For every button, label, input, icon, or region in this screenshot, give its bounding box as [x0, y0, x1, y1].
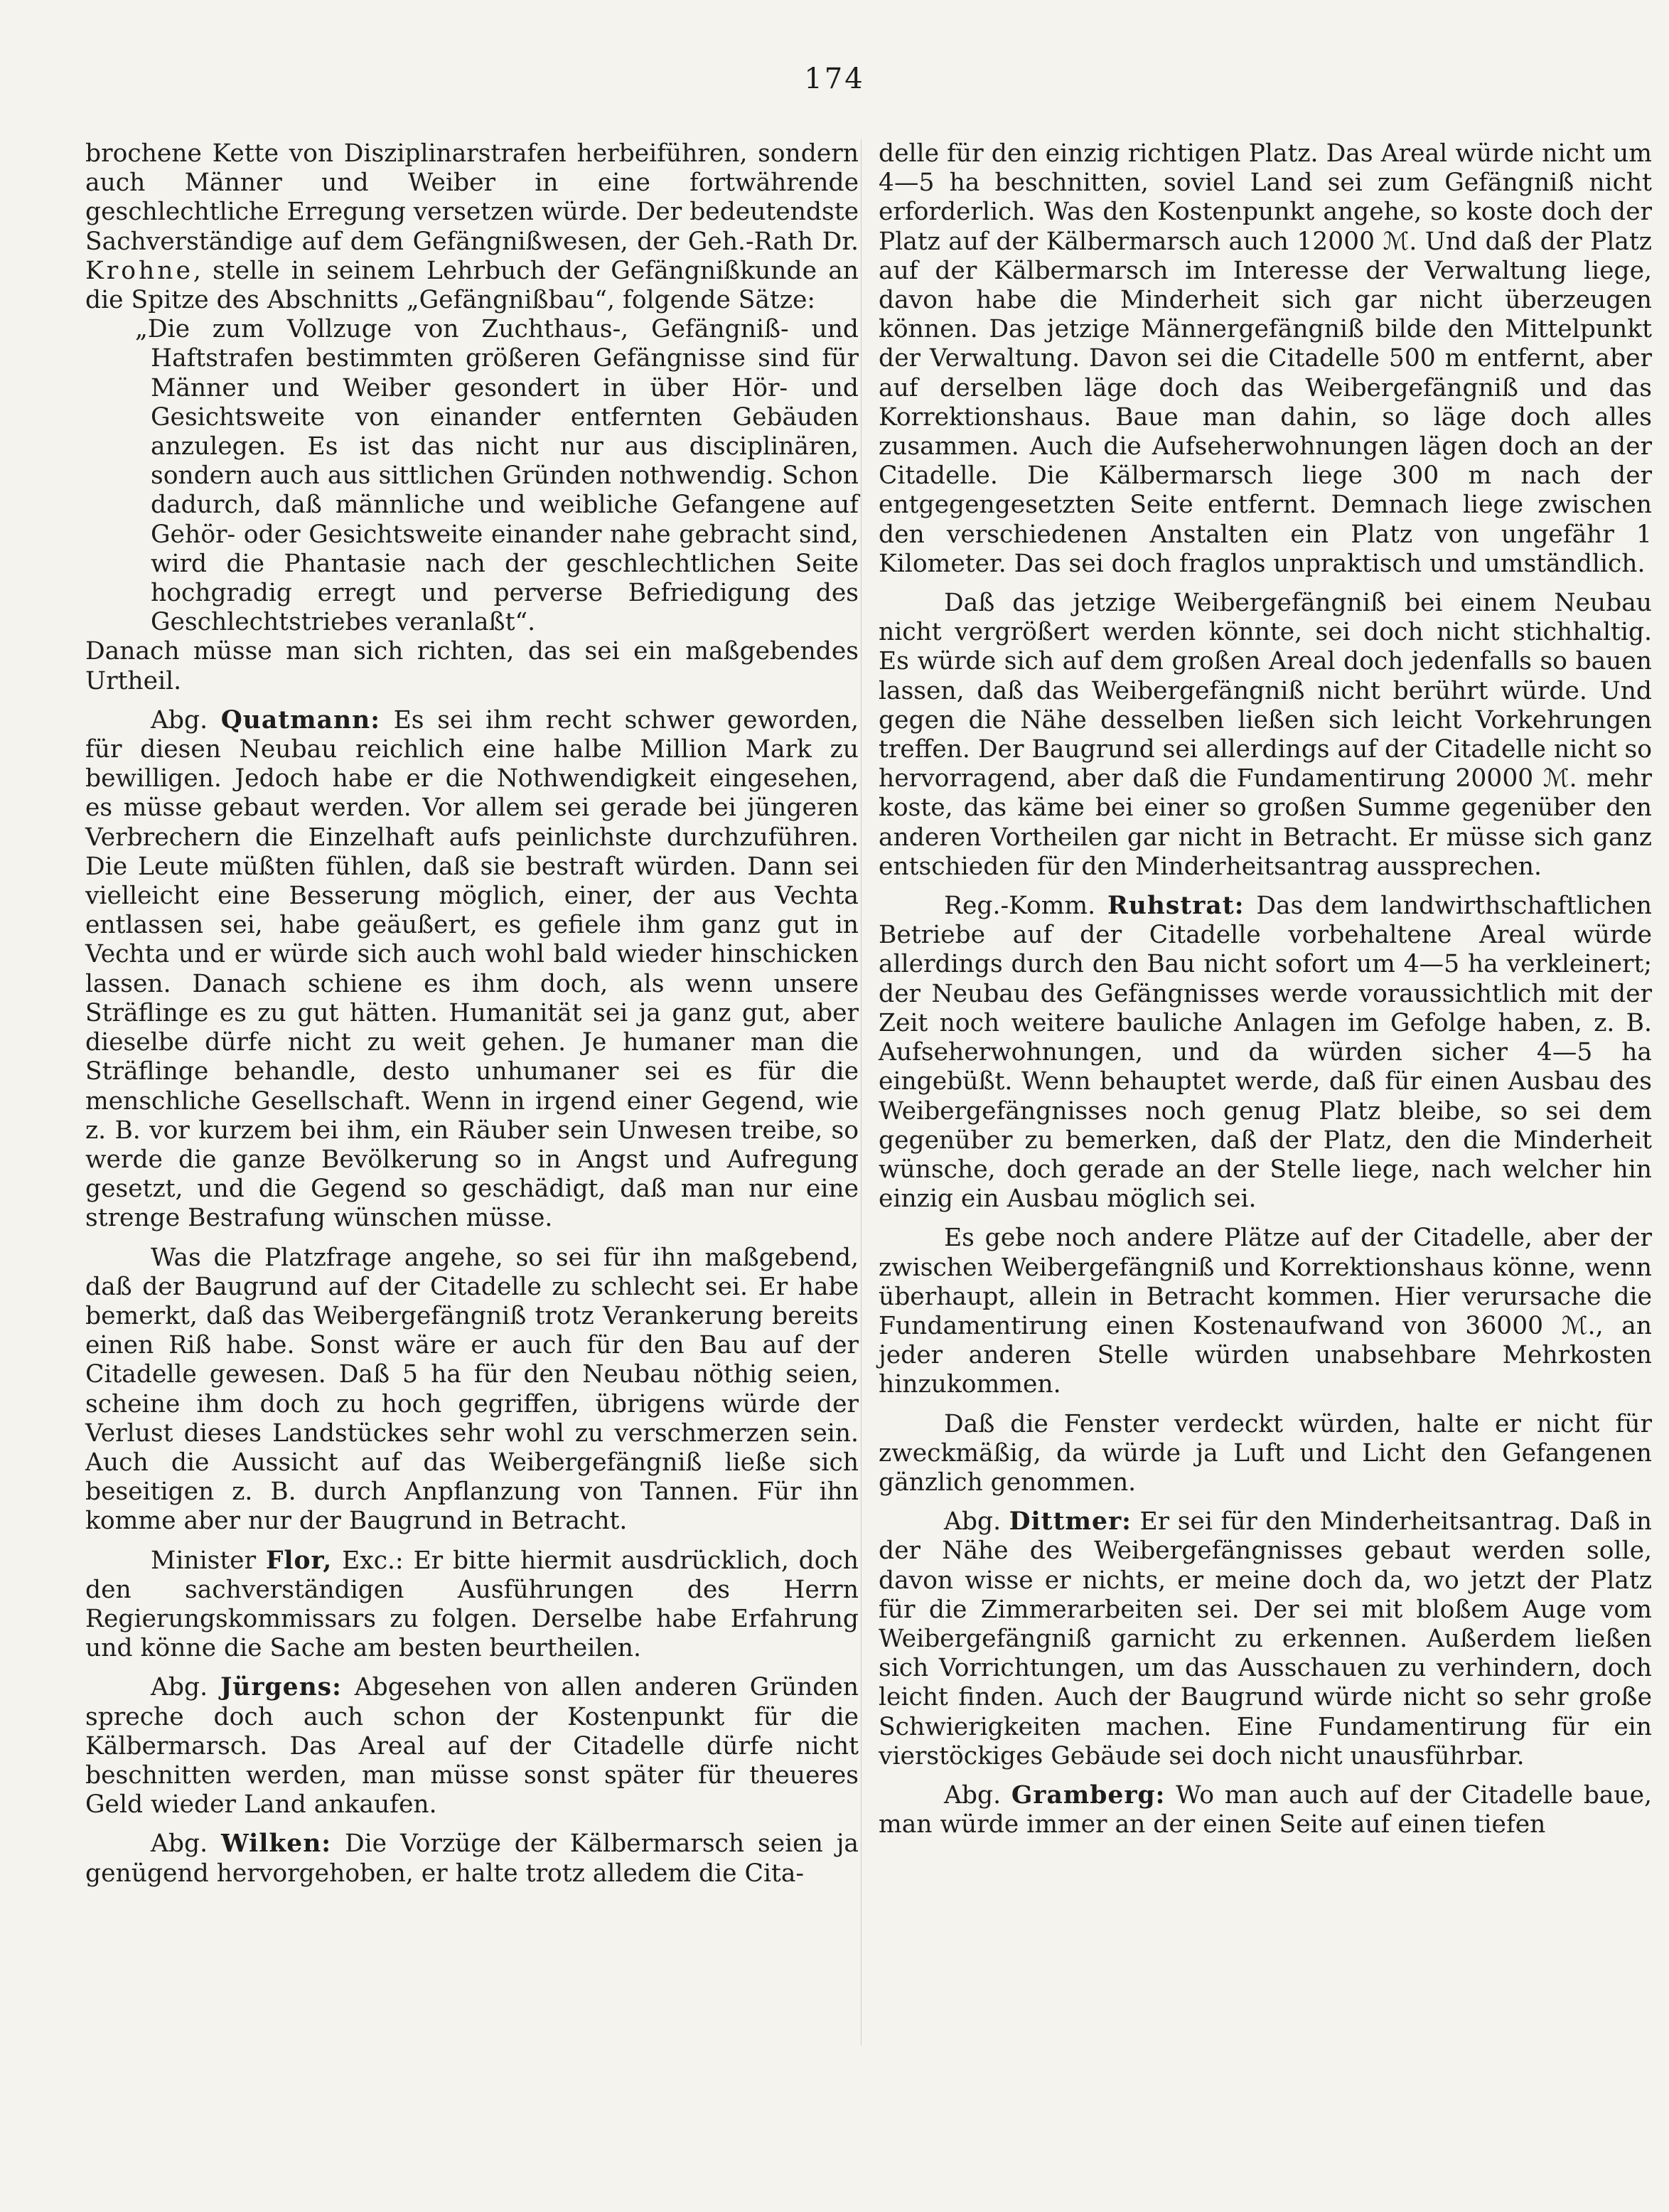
speech-juergens: [85, 1673, 859, 1820]
speaker-name: Flor,: [265, 1546, 333, 1575]
speech-ruhstrat: [879, 892, 1652, 1214]
speaker-name: Quatmann:: [220, 705, 380, 734]
speaker-name: Jürgens:: [220, 1673, 342, 1702]
speech-text: Die Vorzüge der Kälbermarsch seien ja genügend hervorgehoben, er halte trotz alledem die Cita-: [85, 1829, 859, 1888]
speaker-honorific: Exc.:: [342, 1546, 404, 1575]
speaker-title: Minister: [151, 1546, 257, 1575]
speech-text: Das dem landwirthschaftlichen Betriebe auf der Citadelle vorbehaltene Areal würde allerdings durch den Bau nicht sofort um 4—5 ha verkleinert; der Neubau des Gefängnisses werde voraussichtlich mit der Zeit noch weitere bauliche Anlagen im Gefolge haben, z. B. Aufseherwohnungen, und da würden sicher 4—5 ha eingebüßt. Wenn behauptet werde, daß für einen Ausbau des Weibergefängnisses noch genug Platz bleibe, so sei dem gegenüber zu bemerken, daß der Platz, den die Minderheit wünsche, doch gerade an der Stelle liege, nach welcher hin einzig ein Ausbau möglich sei.: [879, 892, 1653, 1214]
speaker-title: Abg.: [151, 1673, 208, 1702]
paragraph: Danach müsse man sich richten, das sei ein maßgebendes Urtheil.: [85, 637, 859, 695]
left-column: [85, 139, 859, 1888]
speaker-name: Dittmer:: [1009, 1507, 1132, 1537]
speaker-title: Abg.: [944, 1507, 1002, 1537]
name-krohne: Krohne: [85, 256, 193, 285]
speaker-title: Abg.: [151, 1829, 208, 1859]
speech-text: Er bitte hiermit ausdrücklich, doch den sachverständigen Ausführungen des Herrn Regierungskommissars zu folgen. Derselbe habe Erfahrung und könne die Sache am besten beurtheilen.: [85, 1546, 859, 1663]
paragraph: Daß das jetzige Weibergefängniß bei einem Neubau nicht vergrößert werden könnte, sei doch nicht stichhaltig. Es würde sich auf dem großen Areal doch jedenfalls so bauen lassen, daß das Weibergefängniß nicht berührt würde. Und gegen die Nähe desselben ließen sich leicht Vorkehrungen treffen. Der Baugrund sei allerdings auf der Citadelle nicht so hervorragend, aber daß die Fundamentirung 20000 ℳ. mehr koste, das käme bei einer so großen Summe gegenüber den anderen Vortheilen gar nicht in Betracht. Er müsse sich ganz entschieden für den Minderheitsantrag aussprechen.: [879, 589, 1652, 881]
paragraph: Daß die Fenster verdeckt würden, halte er nicht für zweckmäßig, da würde ja Luft und Licht den Gefangenen gänzlich genommen.: [879, 1409, 1652, 1497]
speech-wilken: [85, 1829, 859, 1888]
speech-gramberg: [879, 1781, 1652, 1839]
speaker-name: Ruhstrat:: [1107, 892, 1245, 921]
paragraph-text: , stelle in seinem Lehrbuch der Gefängnißkunde an die Spitze des Abschnitts „Gefängnißbau“, folgende Sätze:: [85, 256, 859, 315]
paragraph-text: brochene Kette von Disziplinarstrafen herbeiführen, sondern auch Männer und Weiber in eine fortwährende geschlechtliche Erregung versetzen würde. Der bedeutendste Sachverständige auf dem Gefängnißwesen, der Geh.-Rath Dr.: [85, 139, 859, 256]
speech-text: Wo man auch auf der Citadelle baue, man würde immer an der einen Seite auf einen tiefen: [879, 1780, 1653, 1839]
speech-flor: [85, 1546, 859, 1664]
speaker-title: Abg.: [944, 1780, 1002, 1810]
column-divider: [861, 139, 862, 2045]
right-column: [879, 139, 1652, 1839]
paragraph: Es gebe noch andere Plätze auf der Citadelle, aber der zwischen Weibergefängniß und Korrektionshaus könne, wenn überhaupt, allein in Betracht kommen. Hier verursache die Fundamentirung einen Kostenaufwand von 36000 ℳ., an jeder anderen Stelle würden unabsehbare Mehrkosten hinzukommen.: [879, 1224, 1652, 1399]
speech-text: Abgesehen von allen anderen Gründen spreche doch auch schon der Kostenpunkt für die Kälbermarsch. Das Areal auf der Citadelle dürfe nicht beschnitten werden, man müsse sonst später für theueres Geld wieder Land ankaufen.: [85, 1673, 859, 1820]
paragraph: Was die Platzfrage angehe, so sei für ihn maßgebend, daß der Baugrund auf der Citadelle zu schlecht sei. Er habe bemerkt, daß das Weibergefängniß trotz Verankerung bereits einen Riß habe. Sonst wäre er auch für den Bau auf der Citadelle gewesen. Daß 5 ha für den Neubau nöthig seien, scheine ihm doch zu hoch gegriffen, übrigens würde der Verlust dieses Landstückes sehr wohl zu verschmerzen sein. Auch die Aussicht auf das Weibergefängniß ließe sich beseitigen z. B. durch Anpflanzung von Tannen. Für ihn komme aber nur der Baugrund in Betracht.: [85, 1243, 859, 1536]
page-number: 174: [804, 63, 865, 95]
quote-block: „Die zum Vollzuge von Zuchthaus-, Gefängniß- und Haftstrafen bestimmten größeren Gefängnisse sind für Männer und Weiber gesondert in über Hör- und Gesichtsweite von einander entfernten Gebäuden anzulegen. Es ist das nicht nur aus disciplinären, sondern auch aus sittlichen Gründen nothwendig. Schon dadurch, daß männliche und weibliche Gefangene auf Gehör- oder Gesichtsweite einander nahe gebracht sind, wird die Phantasie nach der geschlechtlichen Seite hochgradig erregt und perverse Befriedigung des Geschlechtstriebes veranlaßt“.: [135, 315, 859, 637]
speech-text: Es sei ihm recht schwer geworden, für diesen Neubau reichlich eine halbe Million Mark zu bewilligen. Jedoch habe er die Nothwendigkeit eingesehen, es müsse gebaut werden. Vor allem sei gerade bei jüngeren Verbrechern die Einzelhaft aufs peinlichste durchzuführen. Die Leute müßten fühlen, daß sie bestraft würden. Dann sei vielleicht eine Besserung möglich, einer, der aus Vechta entlassen sei, habe geäußert, es gefiele ihm ganz gut in Vechta und er würde sich auch wohl bald wieder hinschicken lassen. Danach schiene es ihm doch, als wenn unsere Sträflinge es zu gut hätten. Humanität sei ja ganz gut, aber dieselbe dürfe nicht zu weit gehen. Je humaner man die Sträflinge behandle, desto unhumaner sei es für die menschliche Gesellschaft. Wenn in irgend einer Gegend, wie z. B. vor kurzem bei ihm, ein Räuber sein Unwesen treibe, so werde die ganze Bevölkerung so in Angst und Aufregung gesetzt, und die Gegend so geschädigt, daß man nur eine strenge Bestrafung wünschen müsse.: [85, 705, 859, 1233]
speaker-title: Abg.: [151, 705, 208, 734]
speech-dittmer: [879, 1507, 1652, 1771]
paragraph: delle für den einzig richtigen Platz. Das Areal würde nicht um 4—5 ha beschnitten, soviel Land sei zum Gefängniß nicht erforderlich. Was den Kostenpunkt angehe, so koste doch der Platz auf der Kälbermarsch auch 12000 ℳ. Und daß der Platz auf der Kälbermarsch im Interesse der Verwaltung liege, davon habe die Minderheit sich gar nicht überzeugen können. Das jetzige Männergefängniß bilde den Mittelpunkt der Verwaltung. Davon sei die Citadelle 500 m entfernt, aber auf derselben läge doch das Weibergefängniß und das Korrektionshaus. Baue man dahin, so läge doch alles zusammen. Auch die Aufseherwohnungen lägen doch an der Citadelle. Die Kälbermarsch liege 300 m nach der entgegengesetzten Seite entfernt. Demnach liege zwischen den verschiedenen Anstalten ein Platz von ungefähr 1 Kilometer. Das sei doch fraglos unpraktisch und umständlich.: [879, 139, 1652, 578]
paragraph: [85, 139, 859, 315]
speaker-name: Gramberg:: [1011, 1780, 1166, 1810]
speech-quatmann: [85, 706, 859, 1234]
speaker-name: Wilken:: [220, 1829, 332, 1859]
speech-text: Er sei für den Minderheitsantrag. Daß in der Nähe des Weibergefängnisses gebaut werden solle, davon wisse er nichts, er meine doch da, wo jetzt der Platz für die Zimmerarbeiten sei. Der sei mit bloßem Auge vom Weibergefängniß garnicht zu erkennen. Außerdem ließen sich Vorrichtungen, um das Ausschauen zu verhindern, doch leicht finden. Auch der Baugrund würde nicht so sehr große Schwierigkeiten machen. Eine Fundamentirung für ein vierstöckiges Gebäude sei doch nicht unausführbar.: [879, 1507, 1653, 1770]
speaker-title: Reg.-Komm.: [944, 892, 1096, 921]
